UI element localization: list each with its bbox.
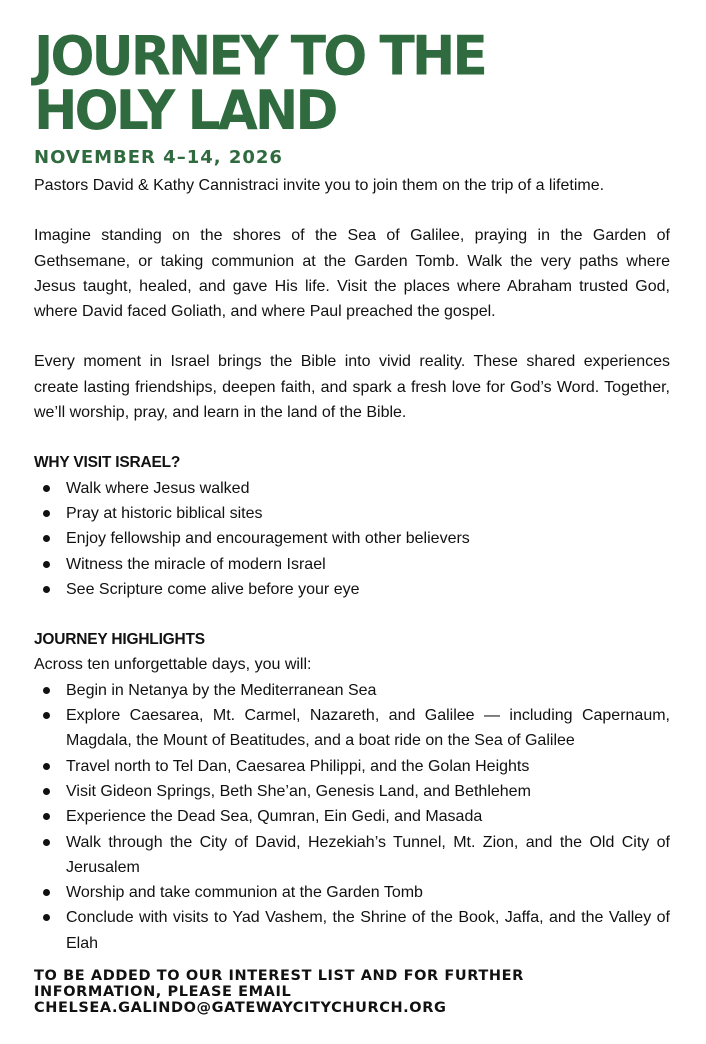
list-item: Walk where Jesus walked [34, 476, 670, 501]
bullet-icon [43, 889, 50, 896]
list-item: Visit Gideon Springs, Beth She’an, Genesis Land, and Bethlehem [34, 779, 670, 804]
why-visit-heading: WHY VISIT ISRAEL? [34, 454, 181, 472]
list-item: Walk through the City of David, Hezekiah’s Tunnel, Mt. Zion, and the Old City of Jerusalem [34, 830, 670, 881]
intro-paragraph-3: Every moment in Israel brings the Bible into vivid reality. These shared experiences create lasting friendships, deepen faith, and spark a fresh love for God’s Word. Together, we’ll worship, pray, and learn in the land of the Bible. [34, 353, 670, 422]
contact-email-link[interactable]: CHELSEA.GALINDO@GATEWAYCITYCHURCH.ORG [34, 1000, 447, 1017]
list-item: Worship and take communion at the Garden Tomb [34, 880, 670, 905]
bullet-icon [43, 510, 50, 517]
bullet-icon [43, 485, 50, 492]
page-title [34, 25, 670, 143]
list-item: Travel north to Tel Dan, Caesarea Philippi, and the Golan Heights [34, 754, 670, 779]
bullet-icon [43, 561, 50, 568]
list-item: Pray at historic biblical sites [34, 501, 670, 526]
highlights-heading: JOURNEY HIGHLIGHTS [34, 631, 205, 649]
list-item: Experience the Dead Sea, Qumran, Ein Gedi, and Masada [34, 804, 670, 829]
why-visit-list [34, 476, 670, 602]
bullet-icon [43, 763, 50, 770]
highlights-intro: Across ten unforgettable days, you will: [34, 656, 312, 674]
bullet-icon [43, 839, 50, 846]
contact-callout [34, 968, 670, 1016]
intro-paragraph-1: Pastors David & Kathy Cannistraci invite you to join them on the trip of a lifetime. [34, 177, 605, 194]
bullet-icon [43, 712, 50, 719]
title-line-2: HOLY LAND [34, 79, 336, 143]
list-item: See Scripture come alive before your eye [34, 577, 670, 602]
cta-line-2: INFORMATION, PLEASE EMAIL [34, 984, 292, 1001]
bullet-icon [43, 813, 50, 820]
list-item: Enjoy fellowship and encouragement with other believers [34, 526, 670, 551]
list-item: Explore Caesarea, Mt. Carmel, Nazareth, and Galilee — including Capernaum, Magdala, the Mount of Beatitudes, and a boat ride on the Sea of Galilee [34, 703, 670, 754]
highlights-list [34, 678, 670, 956]
flyer [34, 25, 670, 1017]
bullet-icon [43, 788, 50, 795]
title-line-1: JOURNEY TO THE [34, 25, 485, 89]
trip-date: NOVEMBER 4–14, 2026 [34, 147, 283, 168]
cta-line-1: TO BE ADDED TO OUR INTEREST LIST AND FOR FURTHER [34, 968, 524, 985]
bullet-icon [43, 687, 50, 694]
list-item: Witness the miracle of modern Israel [34, 552, 670, 577]
list-item: Begin in Netanya by the Mediterranean Sea [34, 678, 670, 703]
list-item: Conclude with visits to Yad Vashem, the Shrine of the Book, Jaffa, and the Valley of Elah [34, 905, 670, 956]
bullet-icon [43, 586, 50, 593]
intro-paragraph-2: Imagine standing on the shores of the Sea of Galilee, praying in the Garden of Gethsemane, or taking communion at the Garden Tomb. Walk the very paths where Jesus taught, healed, and gave His life. Visit the places where Abraham trusted God, where David faced Goliath, and where Paul preached the gospel. [34, 227, 670, 321]
bullet-icon [43, 914, 50, 921]
bullet-icon [43, 535, 50, 542]
